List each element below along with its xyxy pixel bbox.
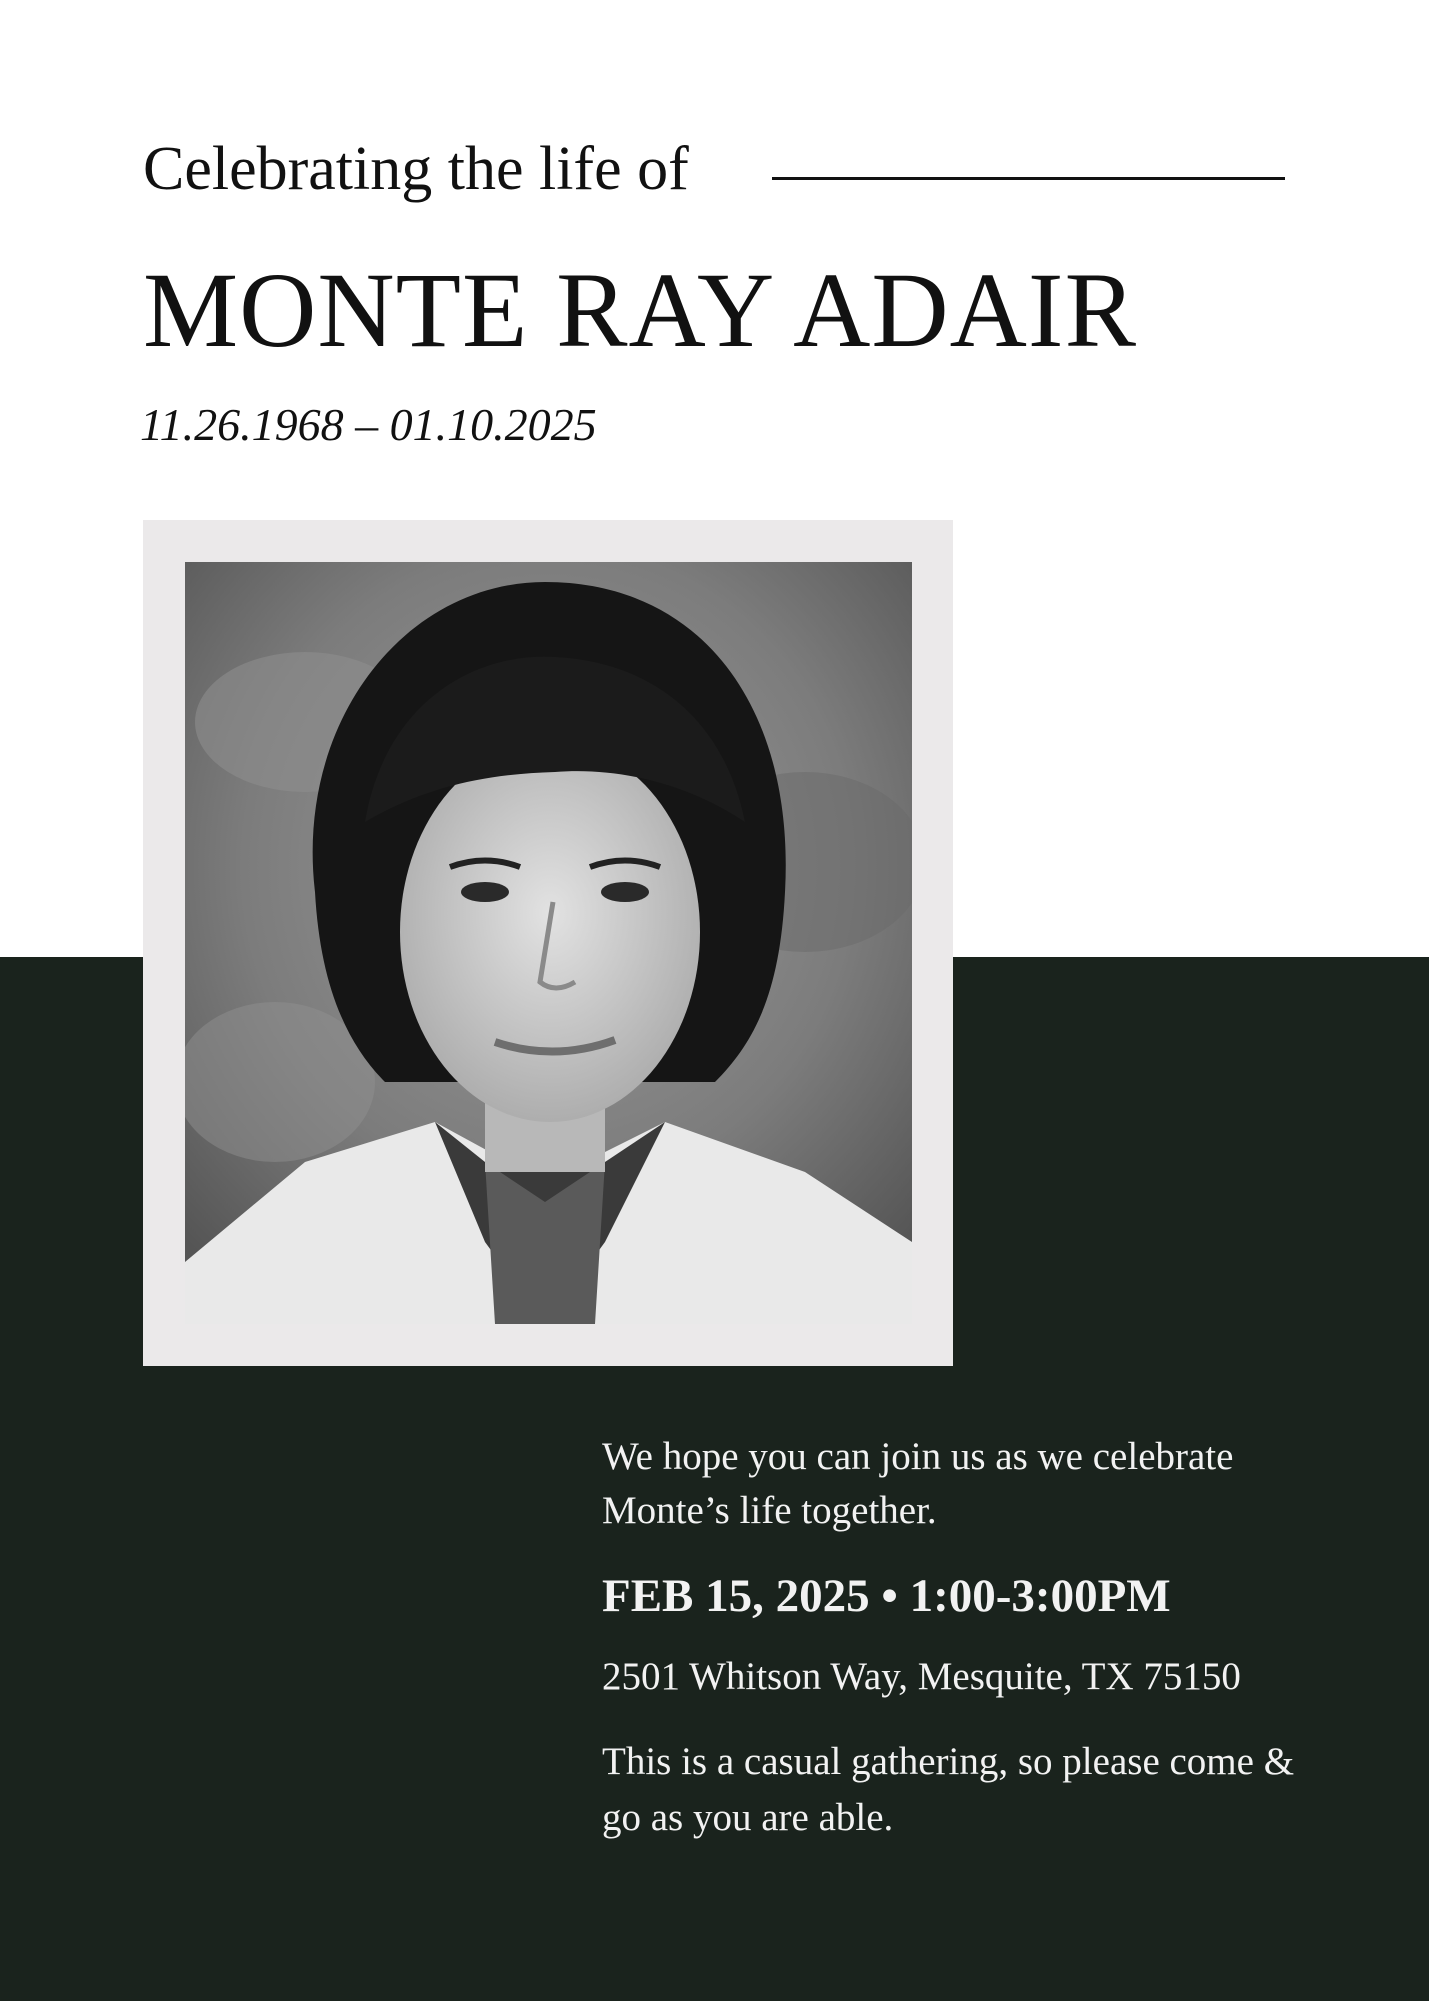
photo-frame — [143, 520, 953, 1366]
life-dates: 11.26.1968 – 01.10.2025 — [140, 399, 597, 450]
event-date-time: FEB 15, 2025 • 1:00-3:00PM — [602, 1570, 1171, 1622]
event-note: This is a casual gathering, so please come & go as you are able. — [602, 1740, 1295, 1839]
page-title: MONTE RAY ADAIR — [143, 252, 1137, 370]
event-address: 2501 Whitson Way, Mesquite, TX 75150 — [602, 1655, 1241, 1698]
subtitle-rule — [772, 177, 1285, 180]
invitation-text: We hope you can join us as we celebrate Monte’s life together. — [602, 1435, 1234, 1532]
portrait-photo — [185, 562, 912, 1324]
subtitle: Celebrating the life of — [143, 135, 689, 203]
portrait-illustration — [185, 562, 912, 1324]
event-details — [602, 1430, 1302, 1846]
